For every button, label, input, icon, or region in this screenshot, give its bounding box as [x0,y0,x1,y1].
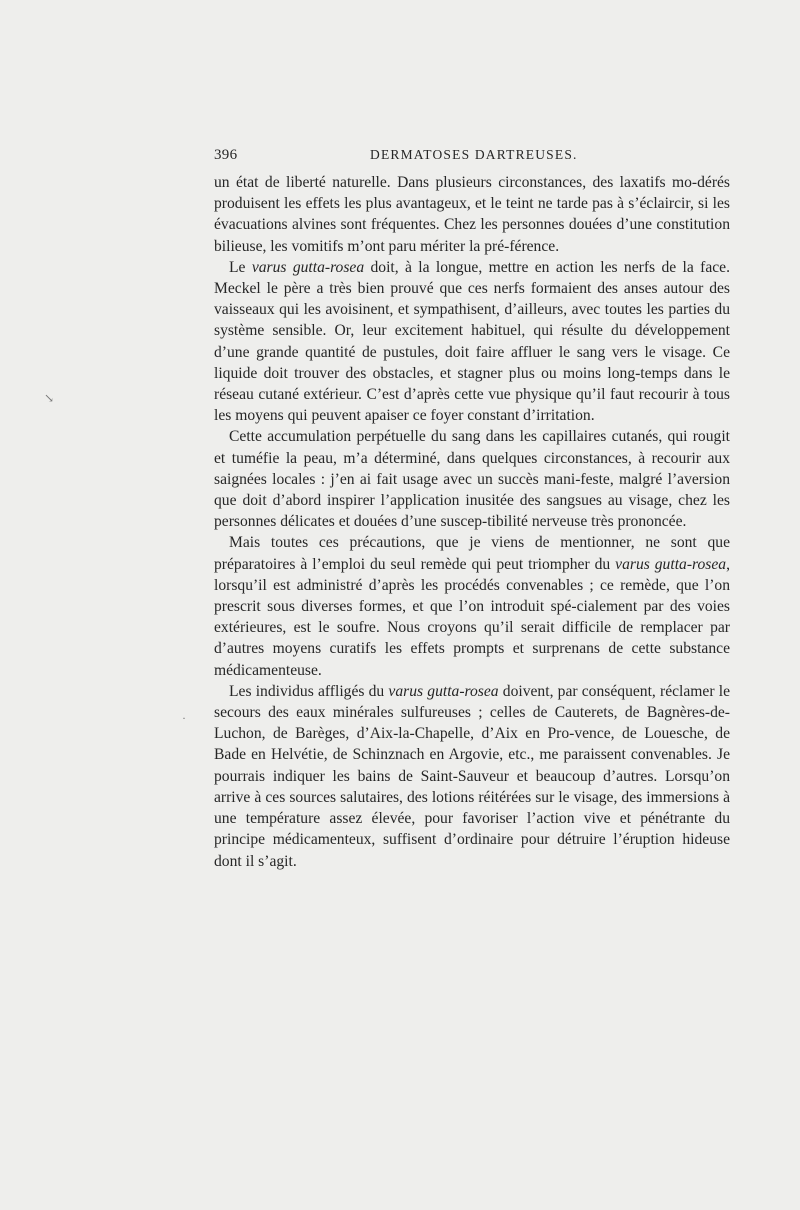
margin-mark: ↘ [44,391,55,405]
paragraph [214,257,730,427]
page-number: 396 [214,147,238,163]
text-run: Cette accumulation perpétuelle du sang dans les capillaires cutanés, qui rougit et tuméfie la peau, m’a déterminé, dans quelques circonstances, à recourir aux saignées locales : j’en ai fait usage avec un succès mani-feste, malgré l’aversion que doit d’abord inspirer l’application inusitée des sangsues au visage, chez les personnes délicates et douées d’une suscep-tibilité nerveuse très prononcée. [214,428,730,531]
text-run: doit, à la longue, mettre en action les nerfs de la face. Meckel le père a très bien prouvé que ces nerfs formaient des anses autour des vaisseaux qui les avoisinent, et sympathisent, d’ailleurs, avec toutes les parties du système sensible. Or, leur excitement habituel, qui résulte du développement d’une grande quantité de pustules, doit faire affluer le sang vers le visage. Ce liquide doit trouver des obstacles, et stagner plus ou moins long-temps dans le réseau cutané extérieur. C’est d’après cette vue physique qu’il faut recourir à tous les moyens qui peuvent apaiser ce foyer constant d’irritation. [214,258,730,425]
paragraph [214,172,730,257]
paragraph [214,426,730,532]
page-header [214,147,730,171]
paragraph [214,532,730,680]
text-run: , lorsqu’il est administré d’après les procédés convenables ; ce remède, que l’on prescrit sous diverses formes, et que l’on introduit spé-cialement par des voies extérieures, est le soufre. Nous croyons qu’il serait difficile de remplacer par d’autres moyens curatifs les effets prompts et surprenans de cette substance médicamenteuse. [214,555,730,679]
body-text [214,172,730,872]
running-title: DERMATOSES DARTREUSES. [370,147,578,162]
text-run: doivent, par conséquent, réclamer le secours des eaux minérales sulfureuses ; celles de Cauterets, de Bagnères-de-Luchon, de Barèges, d’Aix-la-Chapelle, d’Aix en Pro-vence, de Louesche, de Bade en Helvétie, de Schinznach en Argovie, etc., me paraissent convenables. Je pourrais indiquer les bains de Saint-Sauveur et beaucoup d’autres. Lorsqu’on arrive à ces sources salutaires, des lotions réitérées sur le visage, des immersions à une température assez élevée, pour favoriser l’action vive et pénétrante du principe médicamenteux, suffisent d’ordinaire pour détruire l’éruption hideuse dont il s’agit. [214,682,730,870]
margin-dot: · [182,711,186,725]
text-run: Le [229,258,252,276]
italic-term: varus gutta-rosea [388,682,499,700]
text-run: Mais toutes ces précautions, que je viens de mentionner, ne sont que préparatoires à l’emploi du seul remède qui peut triompher du [214,534,730,573]
text-run: un état de liberté naturelle. Dans plusieurs circonstances, des laxatifs mo-dérés produisent les effets les plus avantageux, et le teint ne tarde pas à s’éclaircir, si les évacuations alvines sont fréquentes. Chez les personnes douées d’une constitution bilieuse, les vomitifs m’ont paru mériter la pré-férence. [214,174,730,255]
paragraph [214,681,730,872]
italic-term: varus gutta-rosea [615,555,727,573]
italic-term: varus gutta-rosea [251,258,365,276]
text-run: Les individus affligés du [229,682,389,700]
